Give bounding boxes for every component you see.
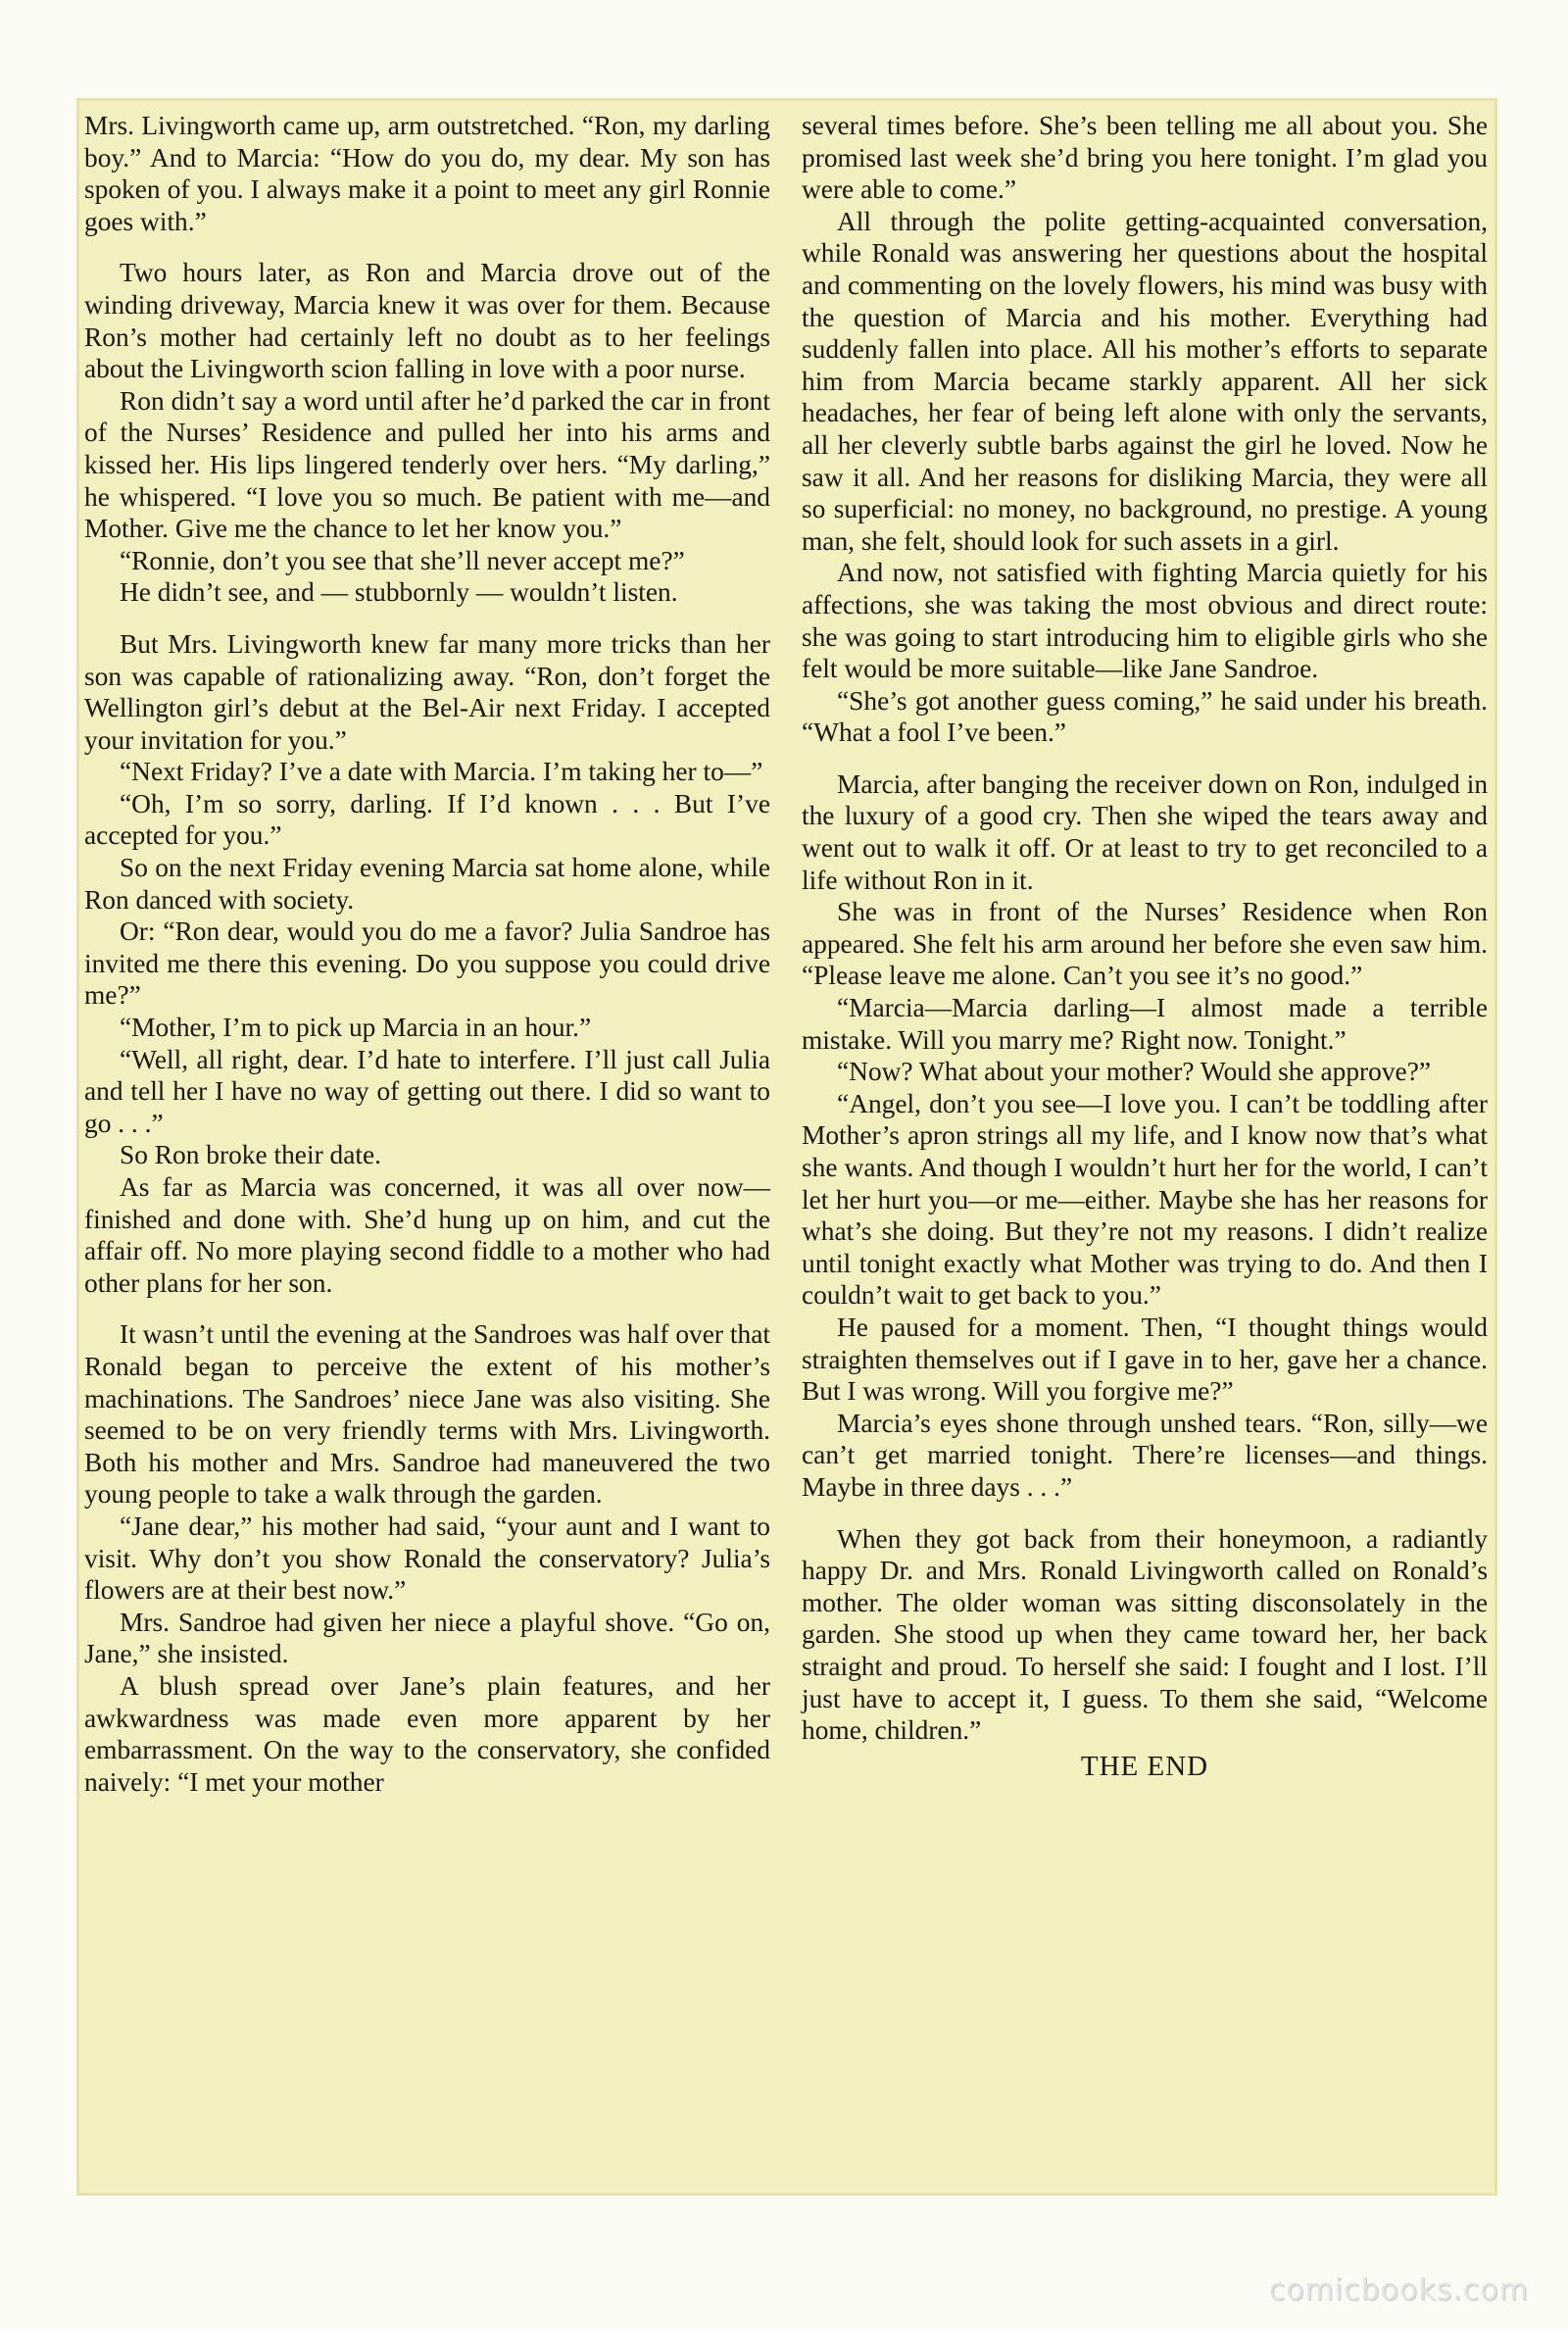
end-marker: THE END bbox=[1080, 1750, 1209, 1782]
paragraph: All through the polite getting-acquainted conversation, while Ronald was answering her questions about the hospital and commenting on the lovely flowers, his mind was busy with the question of Marcia and his mother. Everything had suddenly fallen into place. All his mother’s efforts to separate him from Marcia became starkly apparent. All her sick headaches, her fear of being left alone with only the servants, all her cleverly subtle barbs against the girl he loved. Now he saw it all. And her reasons for disliking Marcia, they were all so superficial: no money, no background, no prestige. A young man, she felt, should look for such assets in a girl. bbox=[802, 206, 1488, 556]
paragraph: He paused for a moment. Then, “I thought things would straighten themselves out if I gave in to her, gave her a chance. But I was wrong. Will you forgive me?” bbox=[802, 1312, 1488, 1407]
right-column bbox=[802, 110, 1488, 1782]
paragraph: So Ron broke their date. bbox=[120, 1140, 382, 1170]
paragraph: “Well, all right, dear. I’d hate to interfere. I’ll just call Julia and tell her I have no way of getting out there. I did so want to go . . .” bbox=[84, 1044, 770, 1138]
left-column bbox=[84, 110, 770, 1798]
paragraph: A blush spread over Jane’s plain features, and her awkwardness was made even more apparent by her embarrassment. On the way to the conservatory, she confided naively: “I met your mother bbox=[84, 1670, 770, 1797]
paragraph: But Mrs. Livingworth knew far many more tricks than her son was capable of rationalizing away. “Ron, don’t forget the Wellington girl’s debut at the Bel-Air next Friday. I accepted your invitation for you.” bbox=[84, 628, 770, 755]
paragraph: “Jane dear,” his mother had said, “your aunt and I want to visit. Why don’t you show Ronald the conservatory? Julia’s flowers are at their best now.” bbox=[84, 1511, 770, 1606]
paragraph: “Angel, don’t you see—I love you. I can’t be toddling after Mother’s apron strings all my life, and I know now that’s what she wants. And though I wouldn’t hurt her for the world, I can’t let her hurt you—or me—either. Maybe she has her reasons for what’s she doing. But they’re not my reasons. I didn’t realize until tonight exactly what Mother was trying to do. And then I couldn’t wait to get back to you.” bbox=[802, 1088, 1488, 1311]
paragraph: “She’s got another guess coming,” he said under his breath. “What a fool I’ve been.” bbox=[802, 685, 1488, 748]
paragraph: When they got back from their honeymoon, a radiantly happy Dr. and Mrs. Ronald Livingworth called on Ronald’s mother. The older woman was sitting disconsolately in the garden. She stood up when they came toward her, her back straight and proud. To herself she said: I fought and I lost. I’ll just have to accept it, I guess. To them she said, “Welcome home, children.” bbox=[802, 1523, 1488, 1746]
paragraph: Marcia’s eyes shone through unshed tears. “Ron, silly—we can’t get married tonight. There’re licenses—and things. Maybe in three days . . .” bbox=[802, 1408, 1488, 1502]
paragraph: Mrs. Sandroe had given her niece a playful shove. “Go on, Jane,” she insisted. bbox=[84, 1607, 770, 1669]
paragraph: Marcia, after banging the receiver down on Ron, indulged in the luxury of a good cry. Then she wiped the tears away and went out to walk it off. Or at least to try to get reconciled to a life without Ron in it. bbox=[802, 768, 1489, 895]
text-page bbox=[76, 98, 1497, 2196]
paragraph: And now, not satisfied with fighting Marcia quietly for his affections, she was taking the most obvious and direct route: she was going to start introducing him to eligible girls who she felt would be more suitable—like Jane Sandroe. bbox=[802, 558, 1488, 684]
paragraph: He didn’t see, and — stubbornly — wouldn’t listen. bbox=[120, 577, 678, 608]
paragraph: It wasn’t until the evening at the Sandroes was half over that Ronald began to perceive the extent of his mother’s machinations. The Sandroes’ niece Jane was also visiting. She seemed to be on very friendly terms with Mrs. Livingworth. Both his mother and Mrs. Sandroe had maneuvered the two young people to take a walk through the garden. bbox=[84, 1319, 770, 1510]
paragraph: “Ronnie, don’t you see that she’ll never accept me?” bbox=[120, 545, 685, 575]
paragraph: “Now? What about your mother? Would she approve?” bbox=[837, 1057, 1432, 1087]
paragraph: several times before. She’s been telling me all about you. She promised last week she’d bring you here tonight. I’m glad you were able to come.” bbox=[802, 111, 1488, 205]
paragraph: Or: “Ron dear, would you do me a favor? Julia Sandroe has invited me there this evening. Do you suppose you could drive me?” bbox=[84, 917, 770, 1011]
paragraph: As far as Marcia was concerned, it was all over now—finished and done with. She’d hung up on him, and cut the affair off. No more playing second fiddle to a mother who had other plans for her son. bbox=[84, 1172, 770, 1298]
paragraph: So on the next Friday evening Marcia sat home alone, while Ron danced with society. bbox=[84, 853, 770, 915]
paragraph: She was in front of the Nurses’ Residence when Ron appeared. She felt his arm around her before she even saw him. “Please leave me alone. Can’t you see it’s no good.” bbox=[802, 897, 1488, 991]
paragraph: “Marcia—Marcia darling—I almost made a terrible mistake. Will you marry me? Right now. Tonight.” bbox=[802, 993, 1488, 1055]
paragraph: Ron didn’t say a word until after he’d parked the car in front of the Nurses’ Residence and pulled her into his arms and kissed her. His lips lingered tenderly over hers. “My darling,” he whispered. “I love you so much. Be patient with me—and Mother. Give me the chance to let her know you.” bbox=[84, 385, 770, 544]
paragraph: Two hours later, as Ron and Marcia drove out of the winding driveway, Marcia knew it was over for them. Because Ron’s mother had certainly left no doubt as to her feelings about the Livingworth scion falling in love with a poor nurse. bbox=[84, 258, 770, 384]
paragraph: “Oh, I’m so sorry, darling. If I’d known . . . But I’ve accepted for you.” bbox=[84, 788, 770, 851]
paragraph: Mrs. Livingworth came up, arm outstretched. “Ron, my darling boy.” And to Marcia: “How do you do, my dear. My son has spoken of you. I always make it a point to meet any girl Ronnie goes with.” bbox=[84, 111, 770, 236]
site-watermark: comicbooks.com bbox=[1268, 2273, 1529, 2307]
paragraph: “Mother, I’m to pick up Marcia in an hour.” bbox=[120, 1013, 592, 1043]
paragraph: “Next Friday? I’ve a date with Marcia. I’m taking her to—” bbox=[120, 757, 763, 787]
